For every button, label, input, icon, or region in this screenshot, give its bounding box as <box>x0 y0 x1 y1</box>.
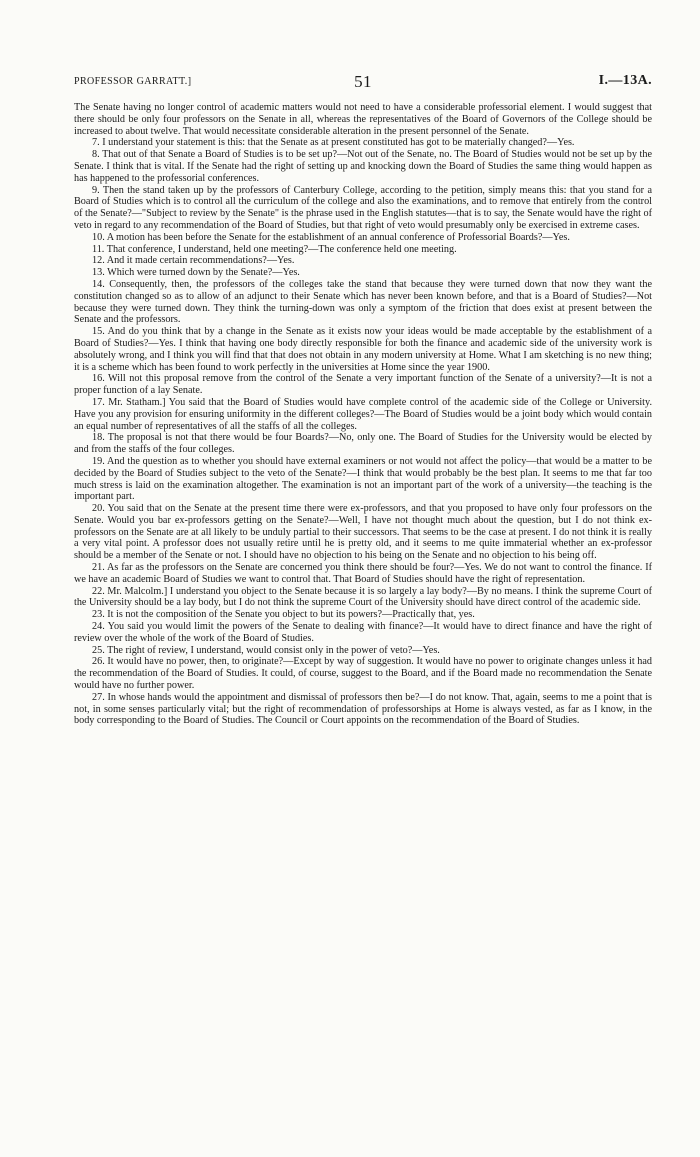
question-19: 19. And the question as to whether you should have external examiners or not would not affect the policy—that would be a matter to be decided by the Board of Studies subject to the veto of the Senate?—I think that would probably be the best plan. It seems to me that far too much stress is laid on the examination altogether. The examination is not an important part of the work of a university—the teaching is the important part. <box>74 455 652 503</box>
paragraph-intro: The Senate having no longer control of academic matters would not need to have a considerable professorial element. I would suggest that there should be only four professors on the Senate in all, whereas the representatives of the Board of Governors of the College should be increased to about twelve. That would necessitate considerable alteration in the present personnel of the Senate. <box>74 102 652 137</box>
question-7: 7. I understand your statement is this: that the Senate as at present constituted has got to be materially changed?—Yes. <box>92 137 575 149</box>
question-15: 15. And do you think that by a change in the Senate as it exists now your ideas would be made acceptable by the establishment of a Board of Studies?—Yes. I think that having one body directly responsible for both the finance and academic side of the university work is absolutely wrong, and I think you will find that that does not obtain in any modern university at Home. What I am sketching is no new thing; it is a scheme which has been found to work perfectly in the universities at Home since the year 1900. <box>74 326 652 373</box>
page-number: 51 <box>354 72 372 91</box>
question-25: 25. The right of review, I understand, would consist only in the power of veto?—Yes. <box>92 644 440 656</box>
question-13: 13. Which were turned down by the Senate?—Yes. <box>92 267 300 279</box>
question-14: 14. Consequently, then, the professors of the colleges take the stand that because they were turned down that now they want the constitution changed so as to allow of an adjunct to their Senate which has never been known before, and that is a Board of Studies?—Not because they were turned down. They think the turning-down was only a symptom of the friction that does exist at present between the Senate and the professors. <box>74 278 652 326</box>
question-10: 10. A motion has been before the Senate for the establishment of an annual conference of Professorial Boards?—Yes. <box>92 231 570 243</box>
question-8: 8. That out of that Senate a Board of Studies is to be set up?—Not out of the Senate, no. The Board of Studies would not be set up by the Senate. I think that is vital. If the Senate had the right of setting up and knocking down the Board of Studies the same thing would happen as has happened to the professorial conferences. <box>74 149 652 184</box>
question-24: 24. You said you would limit the powers of the Senate to dealing with finance?—It would have to direct finance and have the right of review over the whole of the work of the Board of Studies. <box>74 621 652 644</box>
question-11: 11. That conference, I understand, held one meeting?—The conference held one meeting. <box>92 243 457 255</box>
question-12: 12. And it made certain recommendations?—Yes. <box>92 255 295 267</box>
question-23: 23. It is not the composition of the Senate you object to but its powers?—Practically that, yes. <box>92 609 475 621</box>
question-17: 17. Mr. Statham.] You said that the Board of Studies would have complete control of the academic side of the College or University. Have you any provision for ensuring uniformity in the different colleges?—The Board of Studies would be a joint body which would contain an equal number of representatives of all the staffs of all the colleges. <box>74 396 652 432</box>
question-22: 22. Mr. Malcolm.] I understand you object to the Senate because it is so largely a lay body?—By no means. I think the supreme Court of the University should be a lay body, but I do not think the supreme Court of the University should have direct control of the academic side. <box>74 585 652 609</box>
running-head-witness: PROFESSOR GARRATT.] <box>74 76 192 87</box>
question-20: 20. You said that on the Senate at the present time there were ex-professors, and that you proposed to have only four professors on the Senate. Would you bar ex-professors getting on the Senate?—Well, I have not thought much about the question, but I do not think ex-professors on the Senate are at all likely to be unduly partial to their successors. That seems to be the case at present. I do not think it is really a very vital point. A professor does not usually retire until he is pretty old, and it seems to me quite immaterial whether an ex-professor should be a member of the Senate or not. I should have no objection to his being on the Senate and no objection to his being off. <box>74 503 652 562</box>
question-26: 26. It would have no power, then, to originate?—Except by way of suggestion. It would have no power to originate changes unless it had the recommendation of the Board of Studies. It could, of course, suggest to the Board, and if the Board made no recommendation the Senate would have no further power. <box>74 656 652 692</box>
question-21: 21. As far as the professors on the Senate are concerned you think there should be four?—Yes. We do not want to control the finance. If we have an academic Board of Studies we want to control that. That Board of Studies should have the right of representation. <box>74 562 652 585</box>
paper-reference: I.—13A. <box>598 73 652 88</box>
question-9: 9. Then the stand taken up by the professors of Canterbury College, according to the petition, simply means this: that you stand for a Board of Studies which is to control all the curriculum of the college and also the examinations, and to remove that entirely from the control of the Senate?—"Subject to review by the Senate" is the phrase used in the English statutes—that is to say, the Senate would have the right of veto in regard to any recommendation of the Board of Studies, but that right of veto would presumably only be exercised in extreme cases. <box>74 184 652 231</box>
question-16: 16. Will not this proposal remove from the control of the Senate a very important function of the Senate of a university?—It is not a proper function of a lay Senate. <box>74 373 652 397</box>
page-header <box>74 72 652 96</box>
question-27: 27. In whose hands would the appointment and dismissal of professors then be?—I do not know. That, again, seems to me a point that is not, in some senses particularly vital; but the right of recommendation of professorships at Home is always vested, as far as I know, in the body corresponding to the Board of Studies. The Council or Court appoints on the recommendation of the Board of Studies. <box>74 691 652 727</box>
document-body <box>74 102 652 727</box>
question-18: 18. The proposal is not that there would be four Boards?—No, only one. The Board of Studies for the University would be elected by and from the staffs of the four colleges. <box>74 432 652 456</box>
